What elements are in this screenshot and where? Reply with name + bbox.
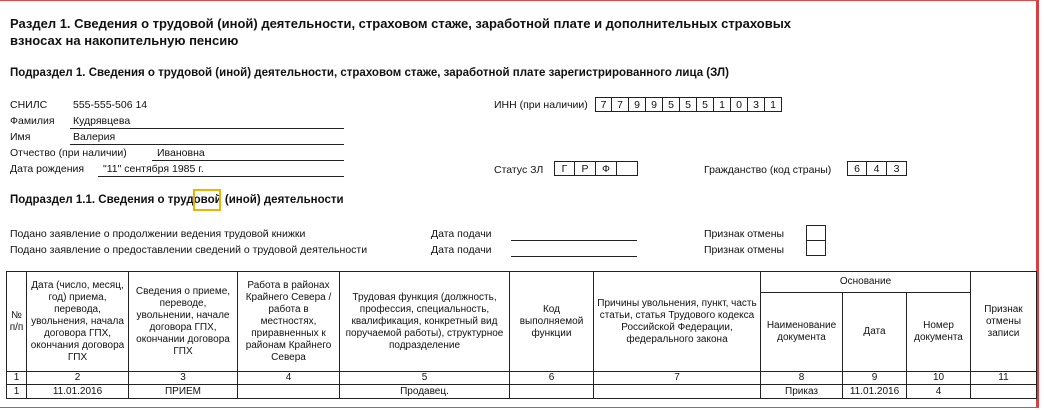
inn-digit: 1 <box>765 97 782 112</box>
subsection-1-1-highlight: дово <box>186 194 215 206</box>
cursor-highlight-box <box>193 189 221 211</box>
subsection-1-1-title <box>10 194 344 206</box>
birthdate-value: "11" сентября 1985 г. <box>103 163 204 175</box>
patronymic-label: Отчество (при наличии) <box>10 147 127 159</box>
inn-label: ИНН (при наличии) <box>494 99 588 111</box>
column-number: 3 <box>129 372 238 385</box>
status-cell: Г <box>554 161 575 176</box>
column-number: 9 <box>843 372 907 385</box>
column-number: 8 <box>761 372 843 385</box>
col-north-header: Работа в районах Крайнего Севера / работа в местностях, приравненных к районам Крайнего Севера <box>238 272 340 372</box>
citizenship-cell: 3 <box>887 161 907 176</box>
table-cell: 4 <box>907 385 971 399</box>
table-cell: 1 <box>7 385 27 399</box>
status-cell: Ф <box>596 161 617 176</box>
subsection-1-1-suffix: й (иной) деятельности <box>214 194 344 206</box>
status-cells <box>554 161 638 176</box>
application-2-cancel-label: Признак отмены <box>704 244 785 256</box>
inn-digit: 7 <box>612 97 629 112</box>
table-cell: 11.01.2016 <box>27 385 129 399</box>
table-cell <box>594 385 761 399</box>
col-basis-header: Основание <box>761 272 971 293</box>
application-1-cancel-box[interactable] <box>806 225 826 241</box>
status-cell <box>617 161 638 176</box>
inn-digit: 1 <box>714 97 731 112</box>
application-1-label: Подано заявление о продолжении ведения трудовой книжки <box>10 228 306 240</box>
table-cell: Продавец. <box>340 385 510 399</box>
application-2-date-line <box>511 256 637 257</box>
name-value: Валерия <box>73 131 116 143</box>
inn-digit: 9 <box>629 97 646 112</box>
application-2-date-label: Дата подачи <box>431 244 492 256</box>
col-reason-header: Причины увольнения, пункт, часть статьи, статья Трудового кодекса Российской Федерации, федерального закона <box>594 272 761 372</box>
column-number: 7 <box>594 372 761 385</box>
application-2-label: Подано заявление о предоставлении сведений о трудовой деятельности <box>10 244 368 256</box>
section-title: Раздел 1. Сведения о трудовой (иной) деятельности, страховом стаже, заработной плате и дополнительных страховых взносах на накопительную пенсию <box>10 16 792 48</box>
citizenship-cell: 6 <box>847 161 867 176</box>
patronymic-underline <box>152 160 344 161</box>
table-cell <box>510 385 594 399</box>
col-doc-name-header: Наименование документа <box>761 293 843 372</box>
citizenship-label: Гражданство (код страны) <box>704 164 832 176</box>
table-cell: ПРИЕМ <box>129 385 238 399</box>
citizenship-cell: 4 <box>867 161 887 176</box>
application-2-cancel-box[interactable] <box>806 240 826 256</box>
table-row <box>7 385 1037 399</box>
col-event-header: Сведения о приеме, переводе, увольнении, начале договора ГПХ, окончании договора ГПХ <box>129 272 238 372</box>
col-cancel-header: Признак отмены записи <box>971 272 1037 372</box>
employment-records-table <box>6 271 1037 399</box>
table-cell: 11.01.2016 <box>843 385 907 399</box>
surname-underline <box>70 128 344 129</box>
col-function-header: Трудовая функция (должность, профессия, специальность, квалификация, конкретный вид поручаемой работы), структурное подразделение <box>340 272 510 372</box>
inn-digit: 9 <box>646 97 663 112</box>
snils-value: 555-555-506 14 <box>73 99 148 111</box>
column-number: 10 <box>907 372 971 385</box>
name-underline <box>70 144 344 145</box>
inn-digit: 3 <box>748 97 765 112</box>
table-cell: Приказ <box>761 385 843 399</box>
col-doc-number-header: Номер документа <box>907 293 971 372</box>
table-cell <box>971 385 1037 399</box>
patronymic-value: Ивановна <box>157 147 205 159</box>
col-number-header: № п/п <box>7 272 27 372</box>
inn-cells <box>595 97 782 112</box>
column-number: 5 <box>340 372 510 385</box>
application-1-cancel-label: Признак отмены <box>704 228 785 240</box>
application-1-date-label: Дата подачи <box>431 228 492 240</box>
surname-value: Кудрявцева <box>73 115 131 127</box>
birthdate-label: Дата рождения <box>10 163 85 175</box>
subsection-1-title: Подраздел 1. Сведения о трудовой (иной) деятельности, страховом стаже, заработной плате зарегистрированного лица (ЗЛ) <box>10 67 729 79</box>
column-number: 1 <box>7 372 27 385</box>
birthdate-underline <box>98 176 344 177</box>
subsection-1-1-prefix: Подраздел 1.1. Сведения о тру <box>10 194 187 206</box>
inn-digit: 7 <box>595 97 612 112</box>
status-label: Статус ЗЛ <box>494 164 544 176</box>
column-numbers-row <box>7 372 1037 385</box>
col-date-header: Дата (число, месяц, год) приема, перевода, увольнения, начала договора ГПХ, окончания договора ГПХ <box>27 272 129 372</box>
table-cell <box>238 385 340 399</box>
status-cell: Р <box>575 161 596 176</box>
surname-label: Фамилия <box>10 115 55 127</box>
inn-digit: 5 <box>680 97 697 112</box>
col-code-header: Код выполняемой функции <box>510 272 594 372</box>
column-number: 4 <box>238 372 340 385</box>
column-number: 11 <box>971 372 1037 385</box>
inn-digit: 5 <box>697 97 714 112</box>
column-number: 6 <box>510 372 594 385</box>
inn-digit: 5 <box>663 97 680 112</box>
inn-digit: 0 <box>731 97 748 112</box>
col-doc-date-header: Дата <box>843 293 907 372</box>
snils-label: СНИЛС <box>10 99 48 111</box>
name-label: Имя <box>10 131 31 143</box>
citizenship-cells <box>847 161 907 176</box>
column-number: 2 <box>27 372 129 385</box>
application-1-date-line <box>511 240 637 241</box>
